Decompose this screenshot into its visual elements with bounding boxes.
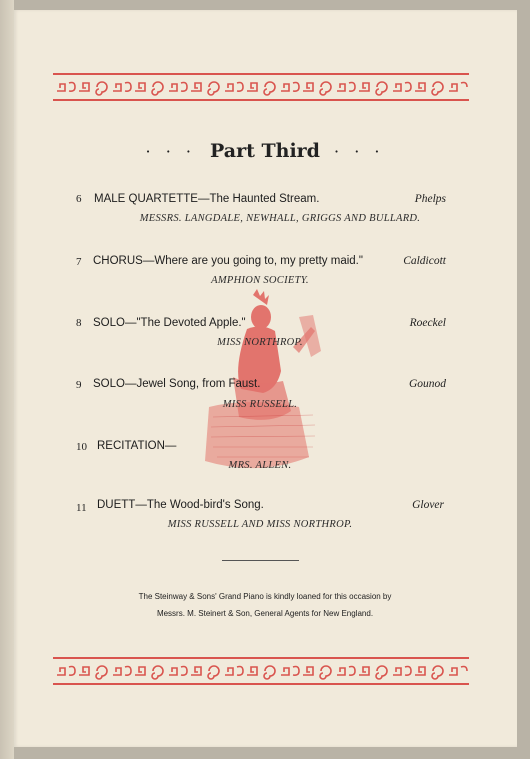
composer: Caldicott xyxy=(403,255,446,267)
divider-rule xyxy=(222,560,299,561)
program-piece: SOLO—Jewel Song, from Faust. xyxy=(93,378,261,390)
program-piece: MALE QUARTETTE—The Haunted Stream. xyxy=(94,193,320,205)
top-ornament-border xyxy=(53,73,469,101)
item-number: 11 xyxy=(76,502,87,514)
composer: Gounod xyxy=(408,378,446,390)
performers: MISS RUSSELL AND MISS NORTHROP. xyxy=(167,519,353,530)
item-number: 8 xyxy=(76,317,82,329)
program-piece: DUETT—The Wood-bird's Song. xyxy=(97,499,264,511)
bottom-ornament-border xyxy=(53,657,469,685)
item-number: 7 xyxy=(76,256,82,268)
item-number: 10 xyxy=(76,441,87,453)
item-number: 9 xyxy=(76,379,82,391)
program-piece: CHORUS—Where are you going to, my pretty maid." xyxy=(93,255,363,267)
performers: MISS NORTHROP. xyxy=(217,337,303,348)
performers: MESSRS. LANGDALE, NEWHALL, GRIGGS AND BULLARD. xyxy=(139,213,421,224)
section-title-text: Part Third xyxy=(210,140,320,162)
performers: AMPHION SOCIETY. xyxy=(211,275,309,286)
piano-note-line1: The Steinway & Sons' Grand Piano is kindly loaned for this occasion by xyxy=(138,592,392,601)
program-piece: SOLO—"The Devoted Apple." xyxy=(93,317,246,329)
composer: Phelps xyxy=(414,193,446,205)
piano-note-line2: Messrs. M. Steinert & Son, General Agents for New England. xyxy=(156,609,374,618)
composer: Roeckel xyxy=(409,317,446,329)
program-piece: RECITATION— xyxy=(97,440,177,452)
performers: MISS RUSSELL. xyxy=(222,399,298,410)
composer: Glover xyxy=(412,499,444,511)
page-edge xyxy=(0,0,14,759)
item-number: 6 xyxy=(76,193,82,205)
section-title: · · · Part Third · · · xyxy=(145,140,385,162)
performers: MRS. ALLEN. xyxy=(228,460,292,471)
